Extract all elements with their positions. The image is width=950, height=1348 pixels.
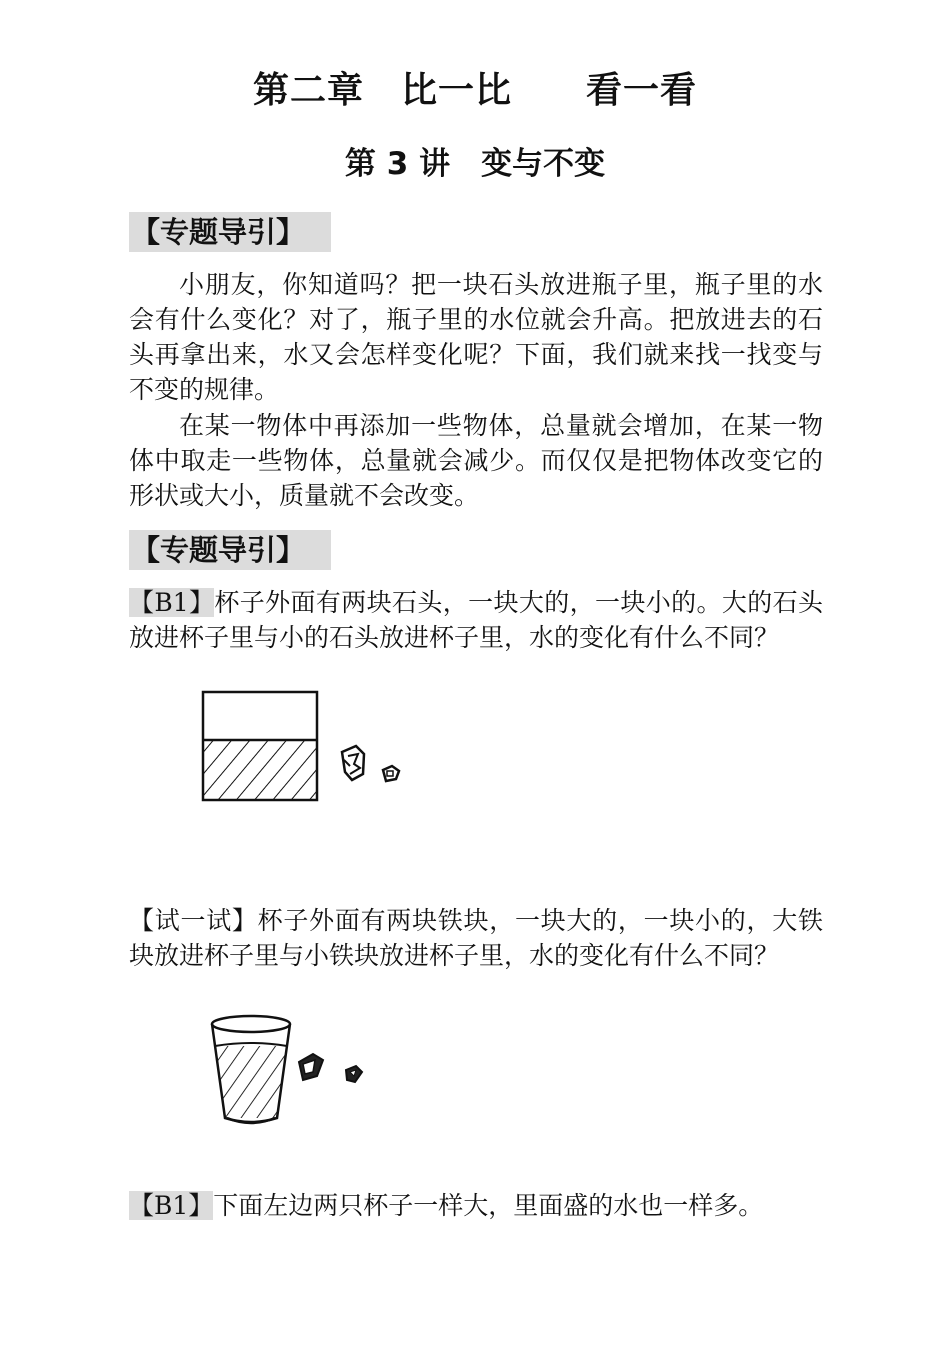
section-heading-examples: 【专题导引】	[129, 530, 331, 570]
try-it-question: 杯子外面有两块铁块，一块大的，一块小的，大铁块放进杯子里与小铁块放进杯子里，水的变化有什么不同？	[129, 906, 823, 970]
lecture-title: 第 3 讲 变与不变	[344, 146, 606, 182]
small-stone	[383, 766, 399, 781]
large-iron-block	[299, 1054, 323, 1080]
glass-rim	[212, 1016, 290, 1032]
small-iron-block	[346, 1066, 362, 1082]
figure-glass-iron-blocks	[205, 1010, 370, 1130]
intro-paragraph-2: 在某一物体中再添加一些物体，总量就会增加，在某一物体中取走一些物体，总量就会减少。而仅仅是把物体改变它的形状或大小，质量就不会改变。	[129, 411, 823, 510]
large-stone	[342, 746, 364, 780]
example-2-statement: 下面左边两只杯子一样大，里面盛的水也一样多。	[213, 1191, 764, 1220]
section-heading-intro: 【专题导引】	[129, 212, 331, 252]
example-1-question: 杯子外面有两块石头，一块大的，一块小的。大的石头放进杯子里与小的石头放进杯子里，水的变化有什么不同？	[129, 588, 823, 652]
try-it-tag: 【试一试】	[129, 906, 258, 935]
figure-container-stones	[200, 690, 410, 805]
try-it-text	[129, 903, 823, 973]
chapter-title: 第二章 比一比 看一看	[252, 70, 697, 111]
example-1-tag: 【B1】	[129, 588, 215, 617]
glass-water-surface	[215, 1043, 287, 1046]
water-hatching	[203, 740, 317, 800]
example-1-text	[129, 585, 823, 655]
example-2-tag: 【B1】	[129, 1191, 214, 1220]
example-2-text	[129, 1188, 823, 1223]
intro-paragraph-1: 小朋友，你知道吗？把一块石头放进瓶子里，瓶子里的水会有什么变化？对了，瓶子里的水位就会升高。把放进去的石头再拿出来，水又会怎样变化呢？下面，我们就来找一找变与不变的规律。	[129, 270, 823, 404]
